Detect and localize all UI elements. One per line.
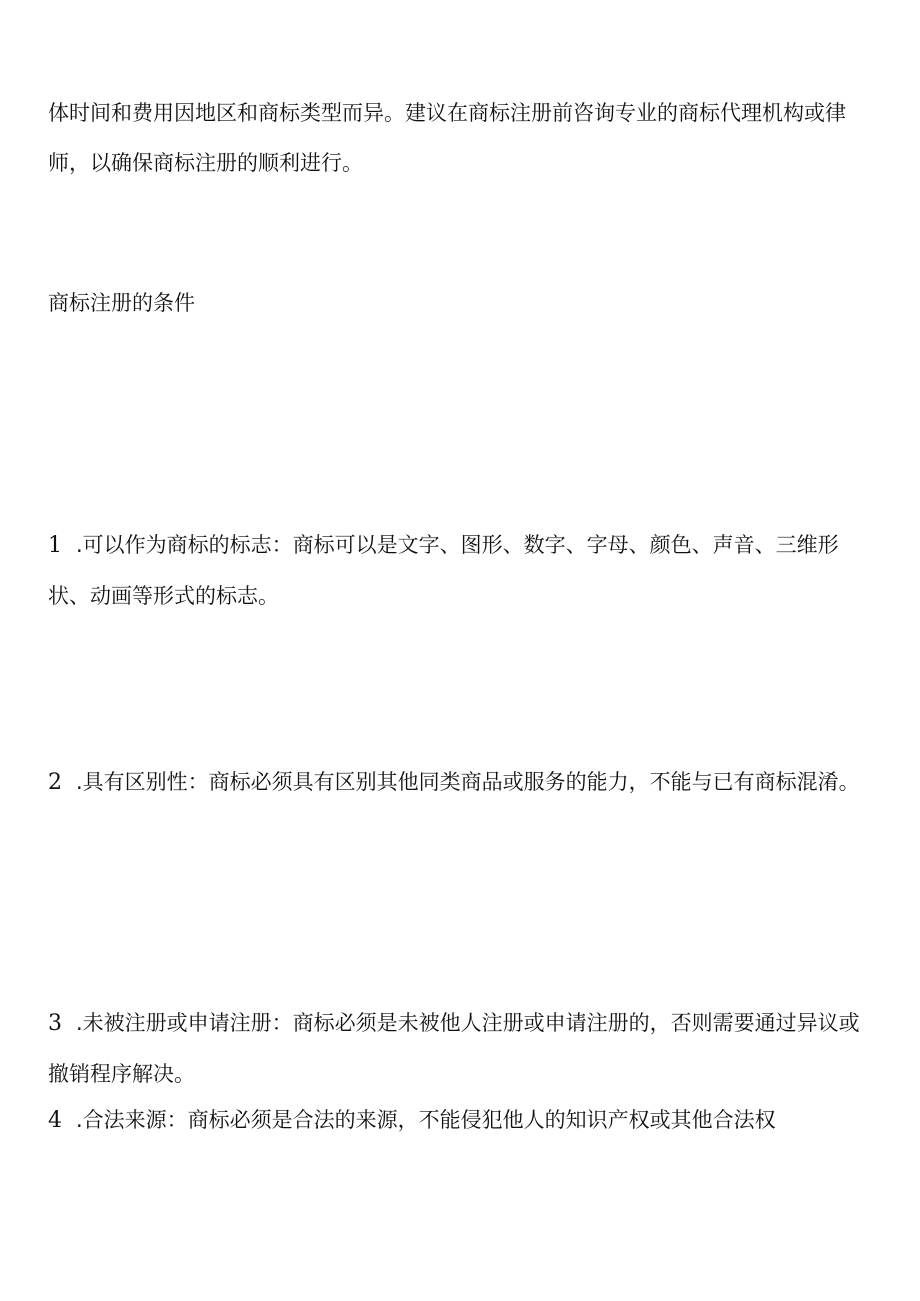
list-item-number: 4 [48,1108,62,1133]
list-item-text: .具有区别性：商标必须具有区别其他同类商品或服务的能力，不能与已有商标混淆。 [76,770,860,794]
list-item [48,998,878,1099]
intro-paragraph: 体时间和费用因地区和商标类型而异。建议在商标注册前咨询专业的商标代理机构或律师，以确保商标注册的顺利进行。 [48,101,846,175]
list-item [48,757,878,808]
list-item-text: .可以作为商标的标志：商标可以是文字、图形、数字、字母、颜色、声音、三维形状、动画等形式的标志。 [48,533,839,608]
list-item-text: .合法来源：商标必须是合法的来源，不能侵犯他人的知识产权或其他合法权 [76,1108,776,1132]
section-heading: 商标注册的条件 [48,291,195,315]
list-item [48,520,878,621]
list-item-number: 3 [48,1011,62,1036]
list-item [48,1095,878,1146]
list-item-number: 1 [48,533,62,558]
list-item-number: 2 [48,770,62,795]
list-item-text: .未被注册或申请注册：商标必须是未被他人注册或申请注册的，否则需要通过异议或撤销程序解决。 [48,1011,860,1086]
